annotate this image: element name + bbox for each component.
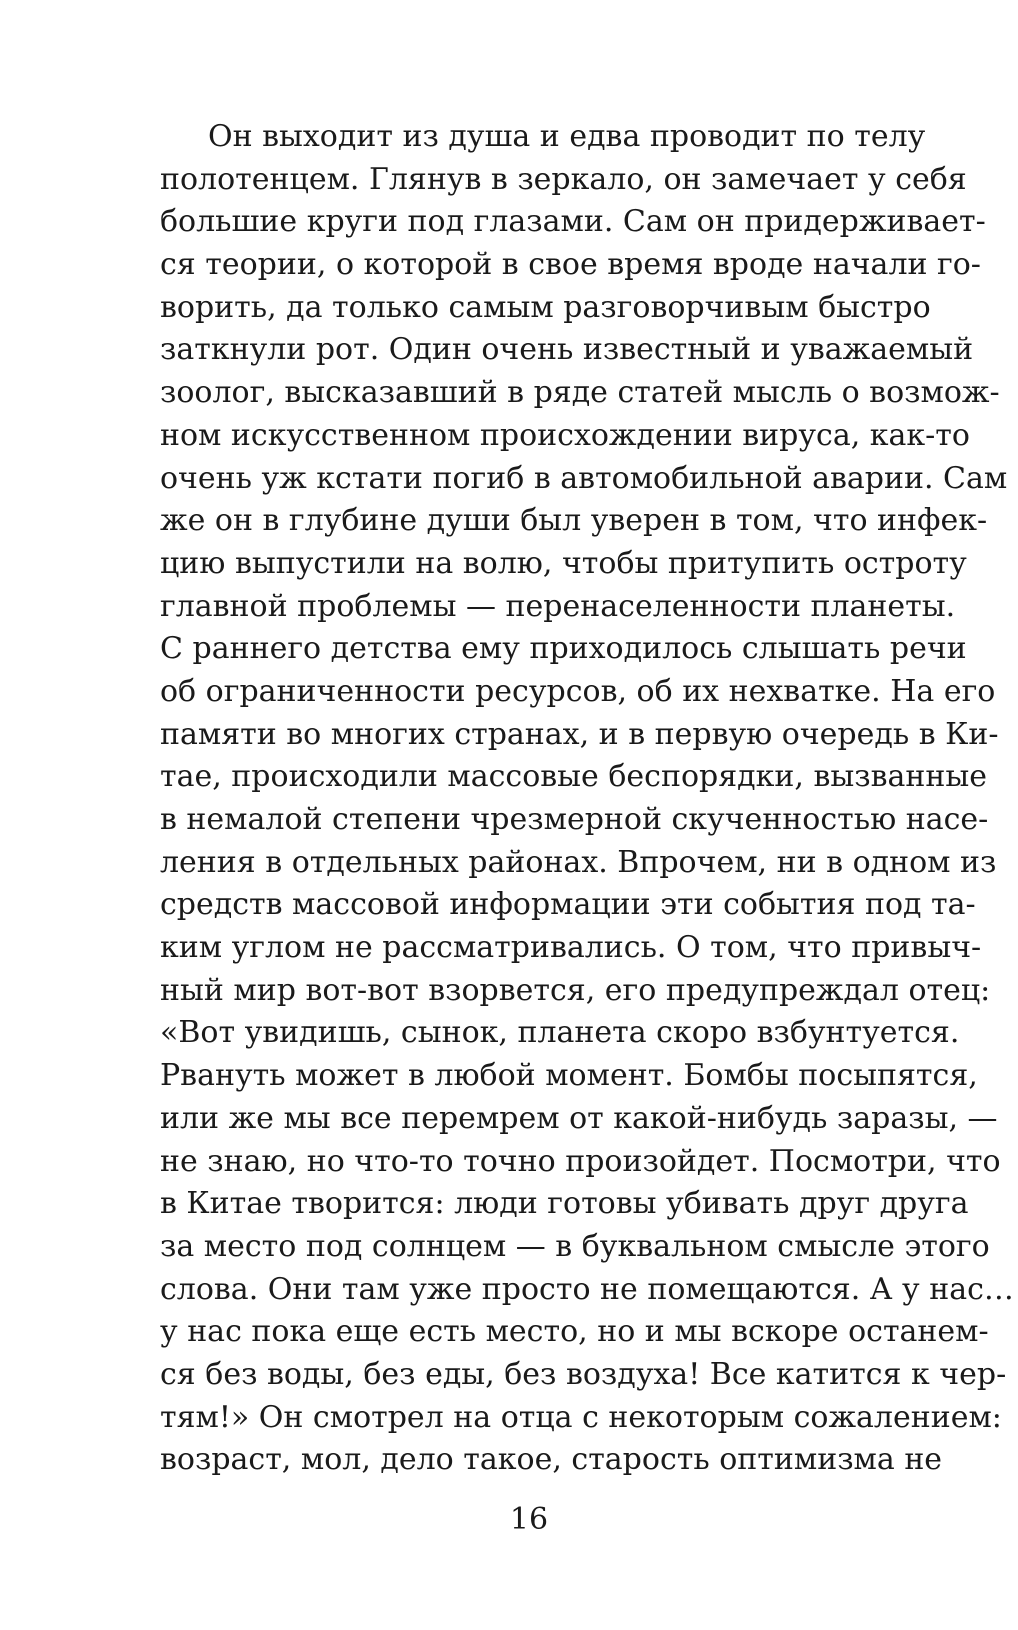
text-line: слова. Они там уже просто не помещаются. А у нас…	[160, 1271, 1014, 1307]
text-line: тае, происходили массовые беспорядки, вызванные	[160, 759, 987, 795]
page-number: 16	[509, 1502, 549, 1537]
text-line: ся без воды, без еды, без воздуха! Все катится к чер-	[160, 1356, 1007, 1392]
text-line: ся теории, о которой в свое время вроде начали го-	[160, 247, 981, 283]
text-line: не знаю, но что-то точно произойдет. Посмотри, что	[160, 1143, 1001, 1179]
text-line: средств массовой информации эти события под та-	[160, 887, 976, 923]
text-line: у нас пока еще есть место, но и мы вскоре останем-	[160, 1314, 989, 1350]
text-line: цию выпустили на волю, чтобы притупить остроту	[160, 545, 967, 581]
text-line: очень уж кстати погиб в автомобильной аварии. Сам	[160, 460, 1008, 496]
body-text	[160, 116, 1014, 1482]
text-line: об ограниченности ресурсов, об их нехватке. На его	[160, 673, 996, 709]
text-line: тям!» Он смотрел на отца с некоторым сожалением:	[160, 1399, 1002, 1435]
text-line: в немалой степени чрезмерной скученностью насе-	[160, 802, 989, 837]
text-line: С раннего детства ему приходилось слышать речи	[160, 631, 967, 667]
text-line: памяти во многих странах, и в первую очередь в Ки-	[160, 716, 999, 752]
text-line: Он выходит из душа и едва проводит по телу	[208, 119, 926, 154]
text-line: зоолог, высказавший в ряде статей мысль о возмож-	[160, 375, 1000, 411]
text-line: в Китае творится: люди готовы убивать друг друга	[160, 1186, 969, 1222]
text-line: возраст, мол, дело такое, старость оптимизма не	[160, 1442, 943, 1478]
text-line: большие круги под глазами. Сам он придерживает-	[160, 204, 986, 240]
text-line: ном искусственном происхождении вируса, как-то	[160, 417, 970, 453]
text-line: «Вот увидишь, сынок, планета скоро взбунтуется.	[160, 1015, 960, 1051]
text-line: или же мы все перемрем от какой-нибудь заразы, —	[160, 1100, 998, 1136]
text-line: Рвануть может в любой момент. Бомбы посыпятся,	[160, 1058, 978, 1094]
text-line: ный мир вот-вот взорвется, его предупреждал отец:	[160, 972, 991, 1008]
text-line: полотенцем. Глянув в зеркало, он замечает у себя	[160, 161, 967, 197]
text-line: ворить, да только самым разговорчивым быстро	[160, 289, 931, 325]
text-line: ления в отдельных районах. Впрочем, ни в одном из	[160, 844, 997, 880]
text-line: же он в глубине души был уверен в том, что инфек-	[160, 503, 988, 539]
text-line: главной проблемы — перенаселенности планеты.	[160, 588, 956, 624]
text-line: заткнули рот. Один очень известный и уважаемый	[160, 332, 974, 368]
text-line: за место под солнцем — в буквальном смысле этого	[160, 1228, 990, 1264]
text-line: ким углом не рассматривались. О том, что привыч-	[160, 930, 982, 966]
